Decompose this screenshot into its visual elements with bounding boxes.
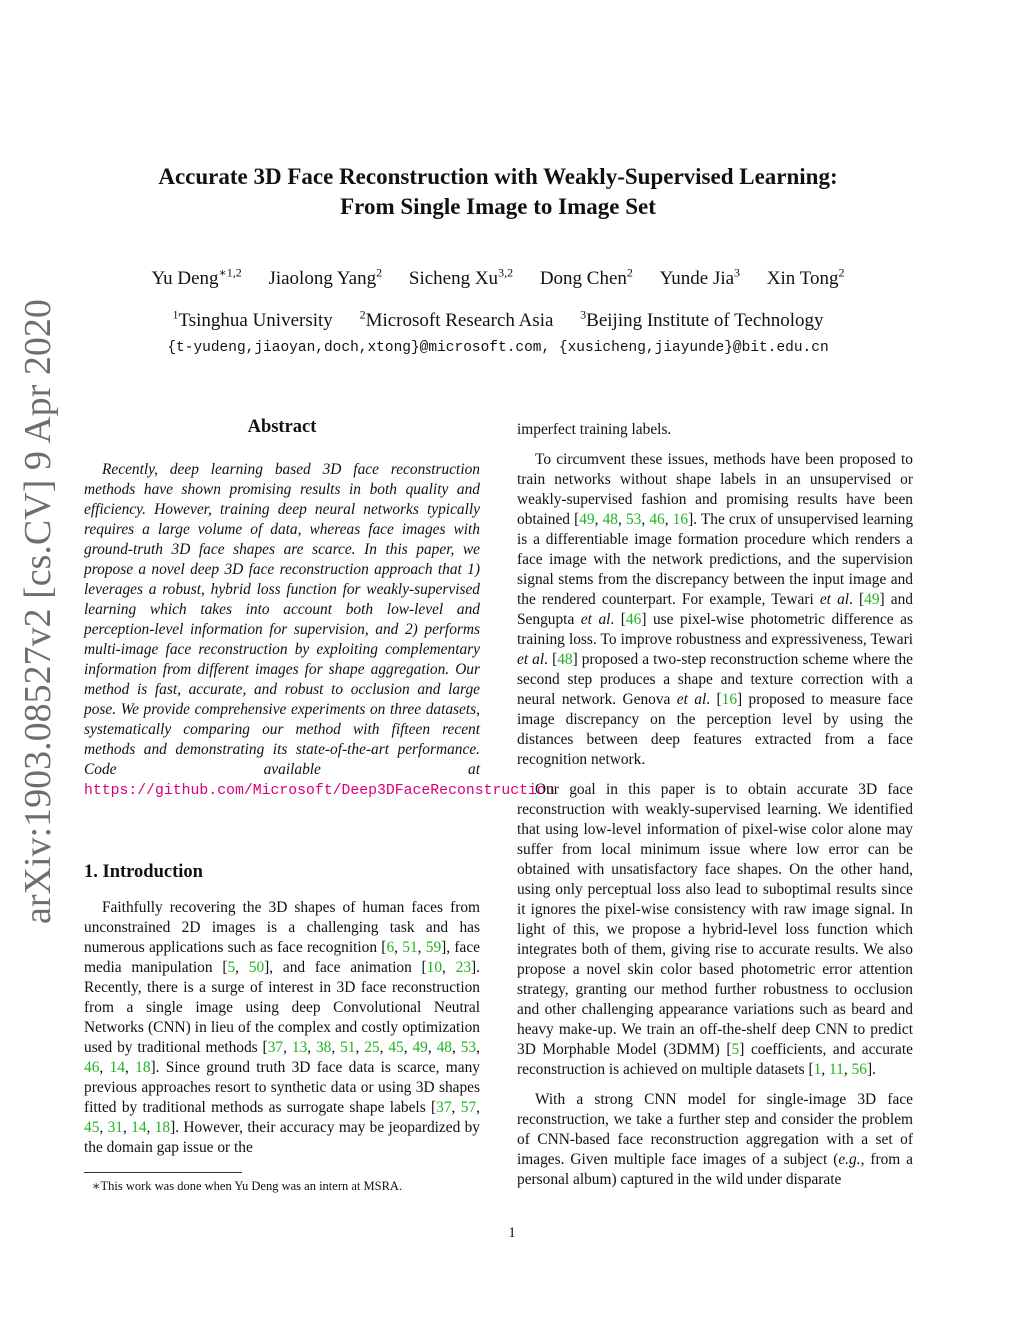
citation-link[interactable]: 10 [426, 959, 443, 976]
paragraph: To circumvent these issues, methods have been proposed to train networks without shape labels in an unsupervised or weakly-supervised fashion and promising results have been obtained [49, 48, 53, 46, 16]. The crux of unsupervised learning is a differentiable image formation procedure which renders a face image with the network predictions, and the supervision signal stems from the discrepancy between the input image and the rendered counterpart. For example, Tewari et al. [49] and Sengupta et al. [46] use pixel-wise photometric difference as training loss. To improve robustness and expressiveness, Tewari et al. [48] proposed a two-step reconstruction scheme where the second step produces a shape and texture correction with a neural network. Genova et al. [16] proposed to measure face image discrepancy on the perception level by using the distances between deep features extracted from a face recognition network. [517, 451, 914, 768]
citation-link[interactable]: 1 [813, 1061, 822, 1078]
citation-link[interactable]: 38 [315, 1039, 332, 1056]
abstract-heading: Abstract [247, 417, 317, 437]
author: Yunde Jia$^3$ [659, 265, 741, 289]
citation-link[interactable]: 45 [388, 1039, 404, 1056]
intro-heading: 1. Introduction [84, 862, 203, 882]
intro-paragraph: Faithfully recovering the 3D shapes of human faces from unconstrained 2D images is a challenging task and has numerous applications such as face recognition [6, 51, 59], face media manipulation [5, 50], and face animation [10, 23]. Recently, there is a surge of interest in 3D face reconstruction from a single image using deep Convolutional Neutral Networks (CNN) in lieu of the complex and costly optimization used by traditional methods [37, 13, 38, 51, 25, 45, 49, 48, 53, 46, 14, 18]. Since ground truth 3D face data is scarce, many previous approaches resort to synthetic data or using 3D shapes fitted by traditional methods as surrogate shape labels [37, 57, 45, 31, 14, 18]. However, their accuracy may be jeopardized by the domain gap issue or the [84, 899, 481, 1156]
citation-link[interactable]: 53 [460, 1039, 477, 1056]
citation-link[interactable]: 51 [402, 939, 418, 956]
affiliation: $^1$Tsinghua University [172, 307, 333, 331]
code-link[interactable]: https://github.com/Microsoft/Deep3DFaceReconstruction [84, 783, 555, 799]
author-emails: {t-yudeng,jiaoyan,doch,xtong}@microsoft.com, {xusicheng,jiayunde}@bit.edu.cn [167, 340, 829, 356]
citation-link[interactable]: 18 [154, 1119, 171, 1136]
footnote: ∗This work was done when Yu Deng was an intern at MSRA. [92, 1179, 403, 1193]
citation-link[interactable]: 48 [602, 511, 618, 528]
author: Sicheng Xu$^{3,2}$ [408, 265, 514, 289]
citation-link[interactable]: 48 [436, 1039, 452, 1056]
citation-link[interactable]: 5 [731, 1041, 740, 1058]
abstract-text: Recently, deep learning based 3D face reconstruction methods have shown promising results in both quality and efficiency. However, training deep neural networks typically requires a large volume of data, whereas face images with ground-truth 3D face shapes are scarce. In this paper, we propose a novel deep 3D face reconstruction approach that 1) leverages a robust, hybrid loss function for weakly-supervised learning which takes into account both low-level and perception-level information for supervision, and 2) performs multi-image face reconstruction by exploiting complementary information from different images for shape aggregation. Our method is fast, accurate, and robust to occlusion and large pose. We provide comprehensive experiments on three datasets, systematically comparing our method with fifteen recent methods and demonstrating its state-of-the-art performance. Code available at [84, 461, 480, 778]
author: Yu Deng$^{∗1,2}$ [151, 265, 242, 289]
citation-link[interactable]: 49 [864, 591, 880, 608]
citation-link[interactable]: 48 [557, 651, 573, 668]
citation-link[interactable]: 31 [107, 1119, 123, 1136]
citation-link[interactable]: 11 [829, 1061, 844, 1078]
citation-link[interactable]: 46 [649, 511, 665, 528]
right-column [517, 420, 913, 1200]
citation-link[interactable]: 14 [109, 1059, 125, 1076]
author: Jiaolong Yang$^2$ [268, 265, 383, 289]
author-list [90, 265, 906, 290]
abstract-body [84, 460, 555, 811]
title-line-2: From Single Image to Image Set [340, 194, 656, 219]
citation-link[interactable]: 53 [625, 511, 642, 528]
citation-link[interactable]: 46 [625, 611, 642, 628]
citation-link[interactable]: 14 [131, 1119, 147, 1136]
paragraph: Our goal in this paper is to obtain accurate 3D face reconstruction with weakly-supervised learning. We identified that using low-level information of pixel-wise color alone may suffer from local minimum issue where low error can be obtained with unsatisfactory face shapes. On the other hand, using only perceptual loss also lead to suboptimal results since it ignores the pixel-wise consistency with raw image signal. In light of this, we propose a hybrid-level loss function which integrates both of them, giving rise to accurate results. We also propose a novel skin color based photometric error attention strategy, granting our method further robustness to occlusion and other challenging appearance variations such as beard and heavy make-up. We train an off-the-shelf deep CNN to predict 3D Morphable Model (3DMM) [5] coefficients, and accurate reconstruction is achieved on multiple datasets [1, 11, 56]. [517, 781, 913, 1078]
citation-link[interactable]: 50 [248, 959, 265, 976]
affiliation: $^2$Microsoft Research Asia [359, 307, 554, 331]
author: Xin Tong$^2$ [766, 265, 845, 289]
citation-link[interactable]: 49 [412, 1039, 428, 1056]
citation-link[interactable]: 13 [291, 1039, 308, 1056]
citation-link[interactable]: 59 [425, 939, 442, 956]
citation-link[interactable]: 49 [579, 511, 595, 528]
citation-link[interactable]: 23 [455, 959, 472, 976]
citation-link[interactable]: 18 [135, 1059, 151, 1076]
paper-title [100, 162, 896, 222]
page-number: 1 [508, 1225, 516, 1241]
paragraph: With a strong CNN model for single-image 3D face reconstruction, we take a further step and consider the problem of CNN-based face reconstruction aggregation with a set of images. Given multiple face images of a subject (e.g., from a personal album) captured in the wild under disparate [517, 1091, 914, 1188]
footnote-rule [84, 1172, 242, 1173]
citation-link[interactable]: 6 [386, 939, 395, 956]
affiliation-list [90, 307, 906, 332]
affiliation: $^3$Beijing Institute of Technology [580, 307, 824, 331]
citation-link[interactable]: 45 [84, 1119, 100, 1136]
paragraph: imperfect training labels. [517, 421, 672, 438]
citation-link[interactable]: 46 [84, 1059, 100, 1076]
citation-link[interactable]: 57 [460, 1099, 477, 1116]
citation-link[interactable]: 25 [364, 1039, 380, 1056]
title-line-1: Accurate 3D Face Reconstruction with Weakly-Supervised Learning: [158, 164, 838, 189]
author: Dong Chen$^2$ [539, 265, 633, 289]
citation-link[interactable]: 5 [227, 959, 236, 976]
citation-link[interactable]: 51 [340, 1039, 356, 1056]
citation-link[interactable]: 37 [267, 1039, 284, 1056]
citation-link[interactable]: 56 [851, 1061, 867, 1078]
citation-link[interactable]: 16 [672, 511, 689, 528]
citation-link[interactable]: 37 [436, 1099, 452, 1116]
citation-link[interactable]: 16 [721, 691, 738, 708]
arxiv-identifier: arXiv:1903.08527v2 [cs.CV] 9 Apr 2020 [17, 299, 59, 924]
